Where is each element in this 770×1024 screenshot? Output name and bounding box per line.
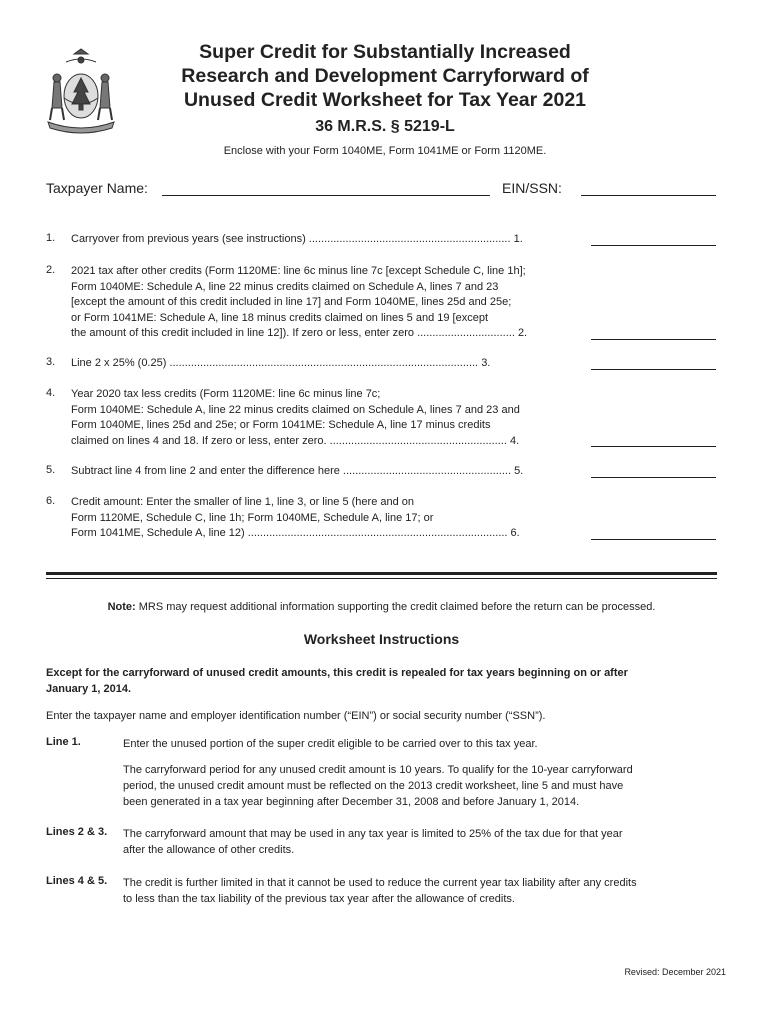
enclose-instruction: Enclose with your Form 1040ME, Form 1041ME or Form 1120ME. [223,145,547,157]
line-1-carryforward-text: The carryforward period for any unused credit amount is 10 years. To qualify for the 10-year carryforward period, the unused credit amount must be reflected on the 2013 credit worksheet, line 5 and must have been generated in a tax year beginning after December 31, 2008 and before January 1, 2014. [123,764,633,808]
title-line-1: Super Credit for Substantially Increased [199,41,571,63]
title-line-3: Unused Credit Worksheet for Tax Year 2021 [183,89,587,111]
note [46,601,717,613]
line-2-amount-field[interactable] [591,327,716,340]
line-number: 2. [46,264,56,276]
lines-4-5-instruction-label: Lines 4 & 5. [46,875,108,887]
lines-2-3-instruction-label: Lines 2 & 3. [46,826,108,838]
instructions-heading: Worksheet Instructions [303,631,460,647]
section-divider-thin [46,578,717,579]
revision-date: Revised: December 2021 [624,967,726,977]
line-4-amount-field[interactable] [591,434,716,447]
line-5-amount-field[interactable] [591,465,716,478]
line-5-text: Subtract line 4 from line 2 and enter the difference here ....................................................... 5. [71,465,524,477]
section-divider [46,572,717,575]
line-4-text: Year 2020 tax less credits (Form 1120ME: line 6c minus line 7c; Form 1040ME: Schedule A, line 22 minus credits claimed on Schedule A, lines 7 and 23 and Form 1040ME, lines 25d and 25e; or Form 1041ME: Schedule A, line 17 minus credits claimed on lines 4 and 18. If zero or less, enter zero. .......................................................... 4. [71,388,520,447]
line-6-amount-field[interactable] [591,527,716,540]
lines-4-5-instruction: The credit is further limited in that it cannot be used to reduce the current year tax liability after any credits to less than the tax liability of the previous tax year after the allowance of credits. [123,877,637,905]
note-text: MRS may request additional information supporting the credit claimed before the return can be processed. [138,601,656,613]
title-line-2: Research and Development Carryforward of [181,65,589,87]
line-number: 6. [46,495,56,507]
enter-taxpayer-instruction: Enter the taxpayer name and employer identification number (“EIN”) or social security number (“SSN”). [46,710,546,722]
line-1-instruction-label: Line 1. [46,736,81,748]
line-1-text: Carryover from previous years (see instructions) .................................................................. 1. [71,233,523,245]
form-title [140,40,630,112]
line-1-amount-field[interactable] [591,233,716,246]
lines-2-3-instruction: The carryforward amount that may be used in any tax year is limited to 25% of the tax due for that year after the allowance of other credits. [123,828,623,856]
ein-ssn-label: EIN/SSN: [502,180,562,196]
ein-ssn-field[interactable] [581,179,716,196]
line-number: 3. [46,356,56,368]
line-1-instruction: Enter the unused portion of the super credit eligible to be carried over to this tax year. [123,738,538,750]
line-number: 5. [46,464,56,476]
note-label: Note: [107,601,136,613]
taxpayer-name-field[interactable] [162,179,490,196]
line-number: 4. [46,387,56,399]
line-3-text: Line 2 x 25% (0.25) ..................................................................................................... 3. [71,357,491,369]
line-3-amount-field[interactable] [591,357,716,370]
statute-citation: 36 M.R.S. § 5219-L [315,118,455,135]
line-6-text: Credit amount: Enter the smaller of line 1, line 3, or line 5 (here and on Form 1120ME, Schedule C, line 1h; Form 1040ME, Schedule A, line 17; or Form 1041ME, Schedule A, line 12) ..................................................................................... 6. [71,496,520,539]
state-seal-logo [44,48,118,134]
repeal-notice: Except for the carryforward of unused credit amounts, this credit is repealed for tax years beginning on or after January 1, 2014. [46,667,628,695]
line-number: 1. [46,232,56,244]
line-2-text: 2021 tax after other credits (Form 1120ME: line 6c minus line 7c [except Schedule C, line 1h]; Form 1040ME: Schedule A, line 22 minus credits claimed on Schedule A, lines 7 and 23 [except the amount of this credit included in line 17] and Form 1040ME, lines 25d and 25e; or Form 1041ME: Schedule A, line 18 minus credits claimed on lines 5 and 19 [except the amount of this credit included in line 12]). If zero or less, enter zero ................................ 2. [71,265,528,339]
taxpayer-name-label: Taxpayer Name: [46,180,148,196]
